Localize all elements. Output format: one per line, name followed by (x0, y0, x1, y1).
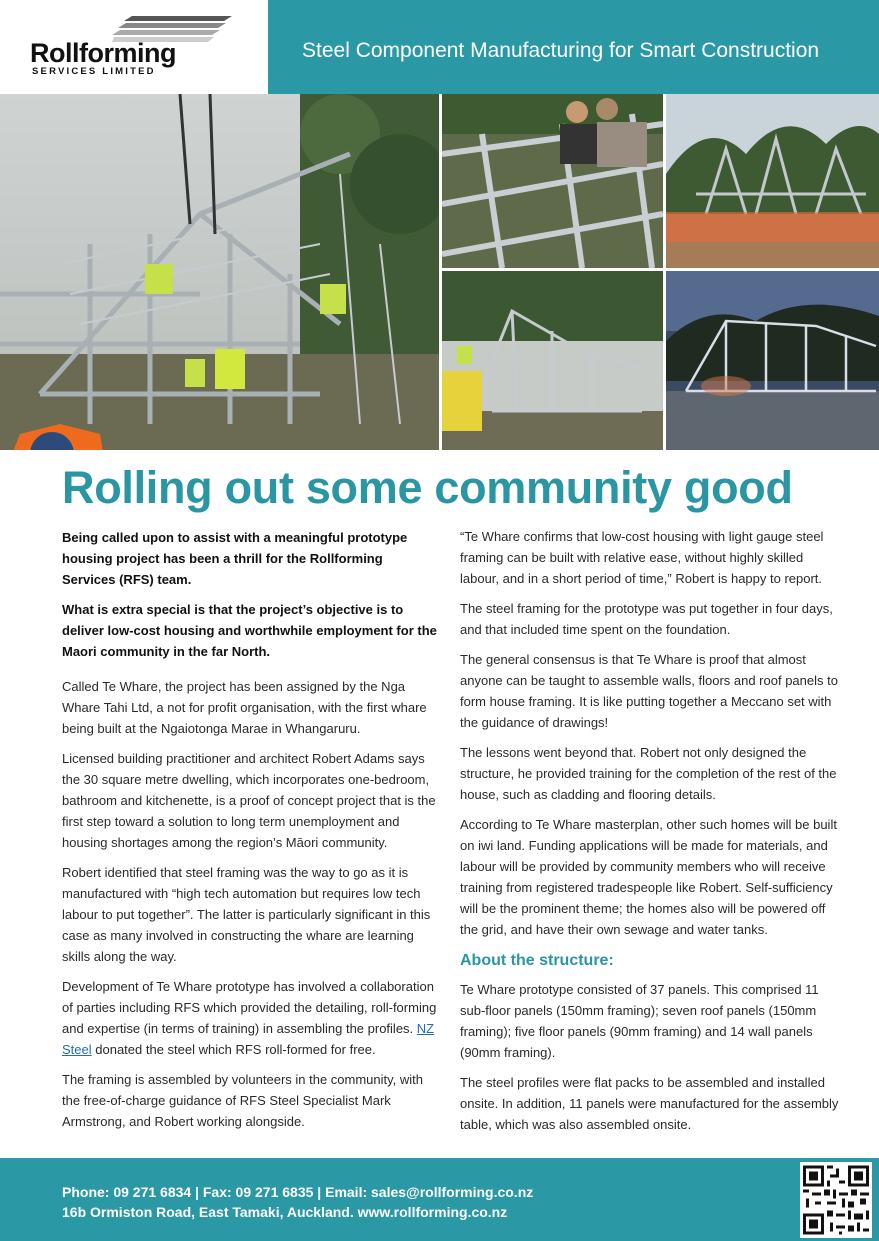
body-paragraph: Robert identified that steel framing was the way to go as it is manufactured with “high tech automation but requires low tech labour to put together”. The latter is particularly significant in this case as many involved in constructing the whare are learning skills along the way. (62, 865, 431, 964)
body-paragraph: Licensed building practitioner and architect Robert Adams says the 30 square metre dwelling, which incorporates one-bedroom, bathroom and kitchenette, is a proof of concept project that is the first step toward a solution to long term unemployment and housing shortages among the region’s Māori community. (62, 751, 436, 850)
tagline-banner (268, 0, 879, 94)
body-paragraph: The framing is assembled by volunteers in the community, with the free-of-charge guidance of RFS Steel Specialist Mark Armstrong, and Robert working alongside. (62, 1072, 424, 1129)
body-paragraph: According to Te Whare masterplan, other such homes will be built on iwi land. Funding applications will be made for materials, and labour will be provided by community members who will receive training from registered tradespeople like Robert. Self-sufficiency will be the prominent theme; the homes also will be powered off the grid, and have their own sewage and water tanks. (460, 817, 837, 937)
photo-collage (0, 94, 879, 450)
qr-code-icon[interactable] (800, 1162, 872, 1238)
photo-frame-on-truck (442, 271, 663, 450)
page-footer (0, 1158, 879, 1241)
tagline-text: Steel Component Manufacturing for Smart Construction (302, 39, 820, 62)
body-paragraph: The steel profiles were flat packs to be assembled and installed onsite. In addition, 11 panels were manufactured for the assembly table, which was also assembled onsite. (460, 1075, 839, 1132)
body-paragraph: Called Te Whare, the project has been assigned by the Nga Whare Tahi Ltd, a not for profit organisation, with the first whare being built at the Ngaiotonga Marae in Whangaruru. (62, 679, 427, 736)
body-paragraph: Te Whare prototype consisted of 37 panels. This comprised 11 sub-floor panels (150mm framing); seven roof panels (150mm framing); five floor panels (90mm framing) and 14 wall panels (90mm framing). (460, 982, 819, 1060)
body-text: Development of Te Whare prototype has involved a collaboration of parties including RFS which provided the detailing, roll-forming and expertise (in terms of training) in assembling the profiles. (62, 979, 437, 1036)
photo-completed-frame-dusk (666, 271, 879, 450)
photo-gable-frames (666, 94, 879, 268)
body-paragraph: The lessons went beyond that. Robert not only designed the structure, he provided training for the completion of the rest of the house, such as cladding and flooring details. (460, 745, 837, 802)
photo-wall-panel-assembly (442, 94, 663, 268)
article-title: Rolling out some community good (62, 462, 793, 513)
body-text: donated the steel which RFS roll-formed for free. (91, 1042, 376, 1057)
page-header (0, 0, 879, 94)
body-paragraph: The steel framing for the prototype was put together in four days, and that included time spent on the foundation. (460, 601, 833, 637)
section-heading: About the structure: (460, 952, 614, 969)
logo-subtitle: SERVICES LIMITED (32, 66, 156, 77)
company-logo (0, 0, 268, 94)
body-paragraph (62, 976, 438, 1060)
intro-paragraph-1: Being called upon to assist with a meaningful prototype housing project has been a thrill for the Rollforming Services (RFS) team. (62, 530, 408, 587)
left-column (62, 527, 438, 1141)
body-paragraph: The general consensus is that Te Whare is proof that almost anyone can be taught to assemble walls, floors and roof panels to form house framing. It is like putting together a Meccano set with the guidance of drawings! (460, 652, 838, 730)
photo-roof-frame-assembly (0, 94, 439, 450)
footer-address-line: 16b Ormiston Road, East Tamaki, Auckland. www.rollforming.co.nz (62, 1204, 508, 1220)
body-paragraph: “Te Whare confirms that low-cost housing with light gauge steel framing can be built with relative ease, without highly skilled labour, and in a short period of time,” Robert is happy to report. (460, 529, 824, 586)
nz-steel-link[interactable]: NZ Steel (62, 1021, 435, 1057)
footer-contact-line: Phone: 09 271 6834 | Fax: 09 271 6835 | Email: sales@rollforming.co.nz (62, 1184, 534, 1200)
logo-wordmark: Rollforming (30, 38, 176, 68)
intro-paragraph-2: What is extra special is that the project’s objective is to deliver low-cost housing and worthwhile employment for the Maori community in the far North. (62, 602, 437, 659)
right-column (460, 526, 842, 1144)
